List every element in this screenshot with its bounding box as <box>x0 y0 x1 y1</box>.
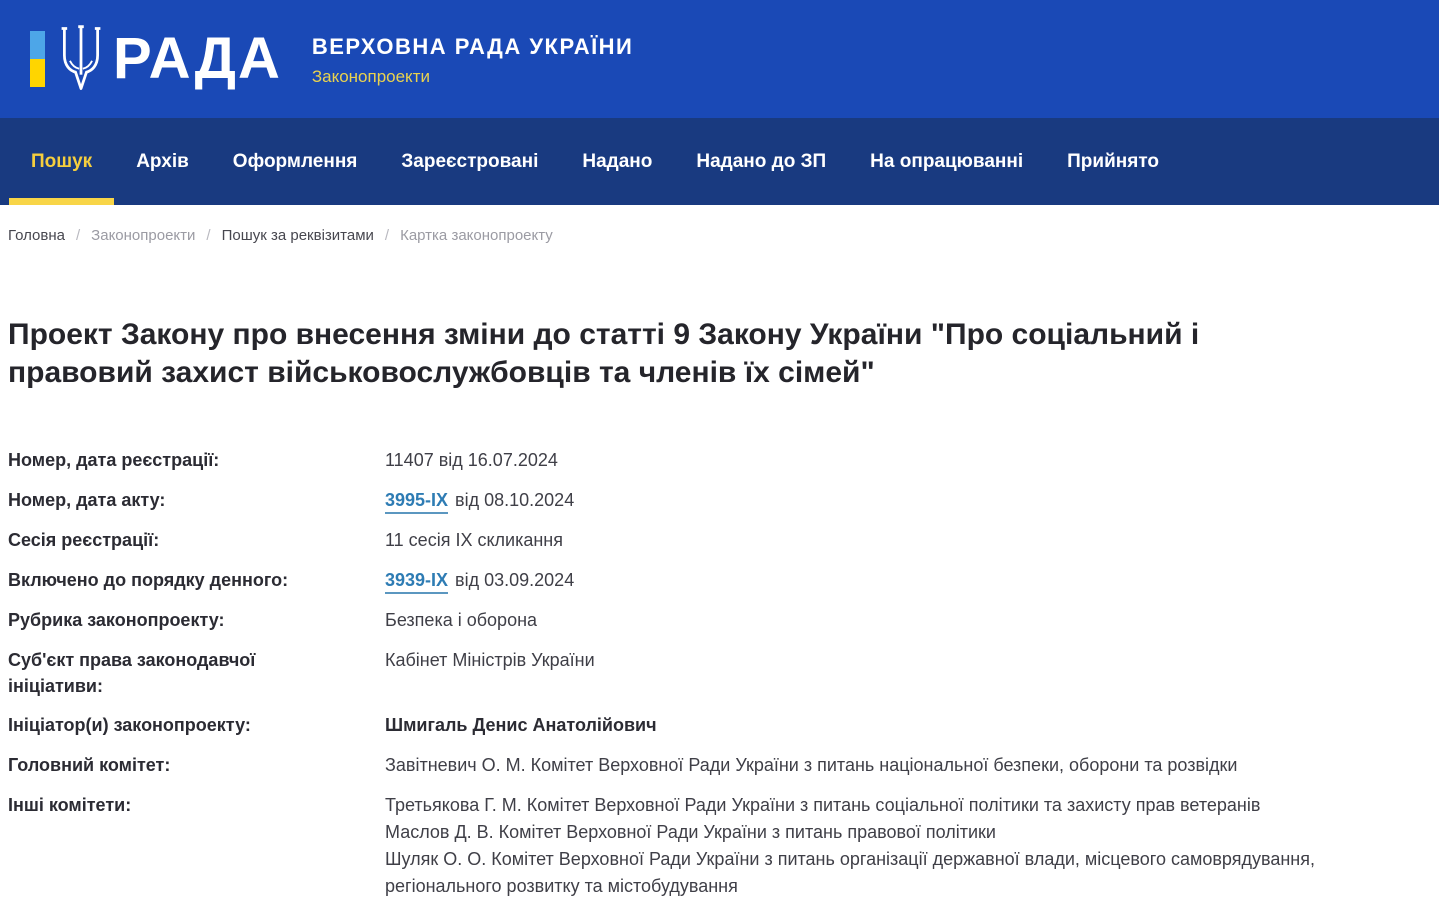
bill-details <box>8 447 1439 900</box>
detail-value <box>385 487 1439 514</box>
breadcrumb-separator: / <box>384 227 390 244</box>
act-number-link[interactable]: 3995-IX <box>385 490 448 514</box>
detail-row-agenda <box>8 567 1439 594</box>
agenda-number-link[interactable]: 3939-IX <box>385 570 448 594</box>
detail-row-initiative-subject <box>8 647 1439 699</box>
detail-label: Інші комітети: <box>8 795 132 815</box>
committee-line: Маслов Д. В. Комітет Верховної Ради України з питань правової політики <box>385 822 996 842</box>
nav-item-zareiestrovani[interactable]: Зареєстровані <box>401 150 539 172</box>
detail-value <box>385 567 1439 594</box>
detail-row-act <box>8 487 1439 514</box>
detail-label: Включено до порядку денного: <box>8 570 289 590</box>
breadcrumb <box>0 205 1439 244</box>
breadcrumb-separator: / <box>206 227 211 244</box>
logo-rada[interactable]: РАДА <box>113 26 282 91</box>
nav-item-arkhiv[interactable]: Архів <box>136 150 189 172</box>
breadcrumb-home[interactable]: Головна <box>8 227 65 244</box>
detail-row-main-committee <box>8 752 1439 779</box>
detail-label: Номер, дата акту: <box>8 490 166 510</box>
tryzub-trident-icon <box>57 23 105 95</box>
detail-row-rubric <box>8 607 1439 634</box>
nav-item-oformlennia[interactable]: Оформлення <box>232 150 358 172</box>
site-header <box>0 0 1439 118</box>
detail-value: Безпека і оборона <box>385 610 538 630</box>
main-nav <box>0 118 1439 205</box>
detail-row-registration <box>8 447 1439 474</box>
other-committees-value <box>385 792 1439 900</box>
nav-item-pryiniato[interactable]: Прийнято <box>1067 150 1159 172</box>
page-title: Проект Закону про внесення зміни до статті 9 Закону України "Про соціальний і правовий захист військовослужбовців та членів їх сімей" <box>8 318 1200 389</box>
nav-item-nadano[interactable]: Надано <box>582 150 653 172</box>
detail-label: Сесія реєстрації: <box>8 530 160 550</box>
committee-line: Шуляк О. О. Комітет Верховної Ради України з питань організації державної влади, місцевого самоврядування, регіонального розвитку та містобудування <box>385 849 1315 896</box>
detail-row-other-committees <box>8 792 1439 900</box>
detail-row-session <box>8 527 1439 554</box>
detail-value: Кабінет Міністрів України <box>385 650 595 670</box>
initiator-name: Шмигаль Денис Анатолійович <box>385 715 657 735</box>
breadcrumb-poshuk-za-rekvizytamy[interactable]: Пошук за реквізитами <box>221 227 374 244</box>
nav-item-poshuk[interactable]: Пошук <box>9 118 114 205</box>
site-subtitle: Законопроекти <box>311 66 430 86</box>
nav-item-na-opratsiuvanni[interactable]: На опрацюванні <box>870 150 1024 172</box>
detail-value: 11407 від 16.07.2024 <box>385 450 558 470</box>
detail-label: Номер, дата реєстрації: <box>8 450 220 470</box>
detail-label: Суб'єкт права законодавчої ініціативи: <box>8 650 256 696</box>
breadcrumb-separator: / <box>76 227 81 244</box>
breadcrumb-zakonoproekty[interactable]: Законопроекти <box>91 227 196 244</box>
detail-label: Головний комітет: <box>8 755 171 775</box>
detail-value: 11 сесія IX скликання <box>385 530 563 550</box>
breadcrumb-current-page: Картка законопроекту <box>400 227 553 244</box>
act-date: від 08.10.2024 <box>455 490 575 510</box>
committee-line: Третьякова Г. М. Комітет Верховної Ради України з питань соціальної політики та захисту прав ветеранів <box>385 795 1261 815</box>
main-committee-value: Завітневич О. М. Комітет Верховної Ради України з питань національної безпеки, оборони та розвідки <box>385 755 1238 775</box>
detail-row-initiator <box>8 712 1439 739</box>
ukraine-flag-icon <box>30 31 45 87</box>
agenda-date: від 03.09.2024 <box>455 570 575 590</box>
detail-label: Ініціатор(и) законопроекту: <box>8 715 251 735</box>
nav-item-nadano-do-zp[interactable]: Надано до ЗП <box>696 150 827 172</box>
site-name: ВЕРХОВНА РАДА УКРАЇНИ <box>311 33 634 59</box>
detail-label: Рубрика законопроекту: <box>8 610 225 630</box>
